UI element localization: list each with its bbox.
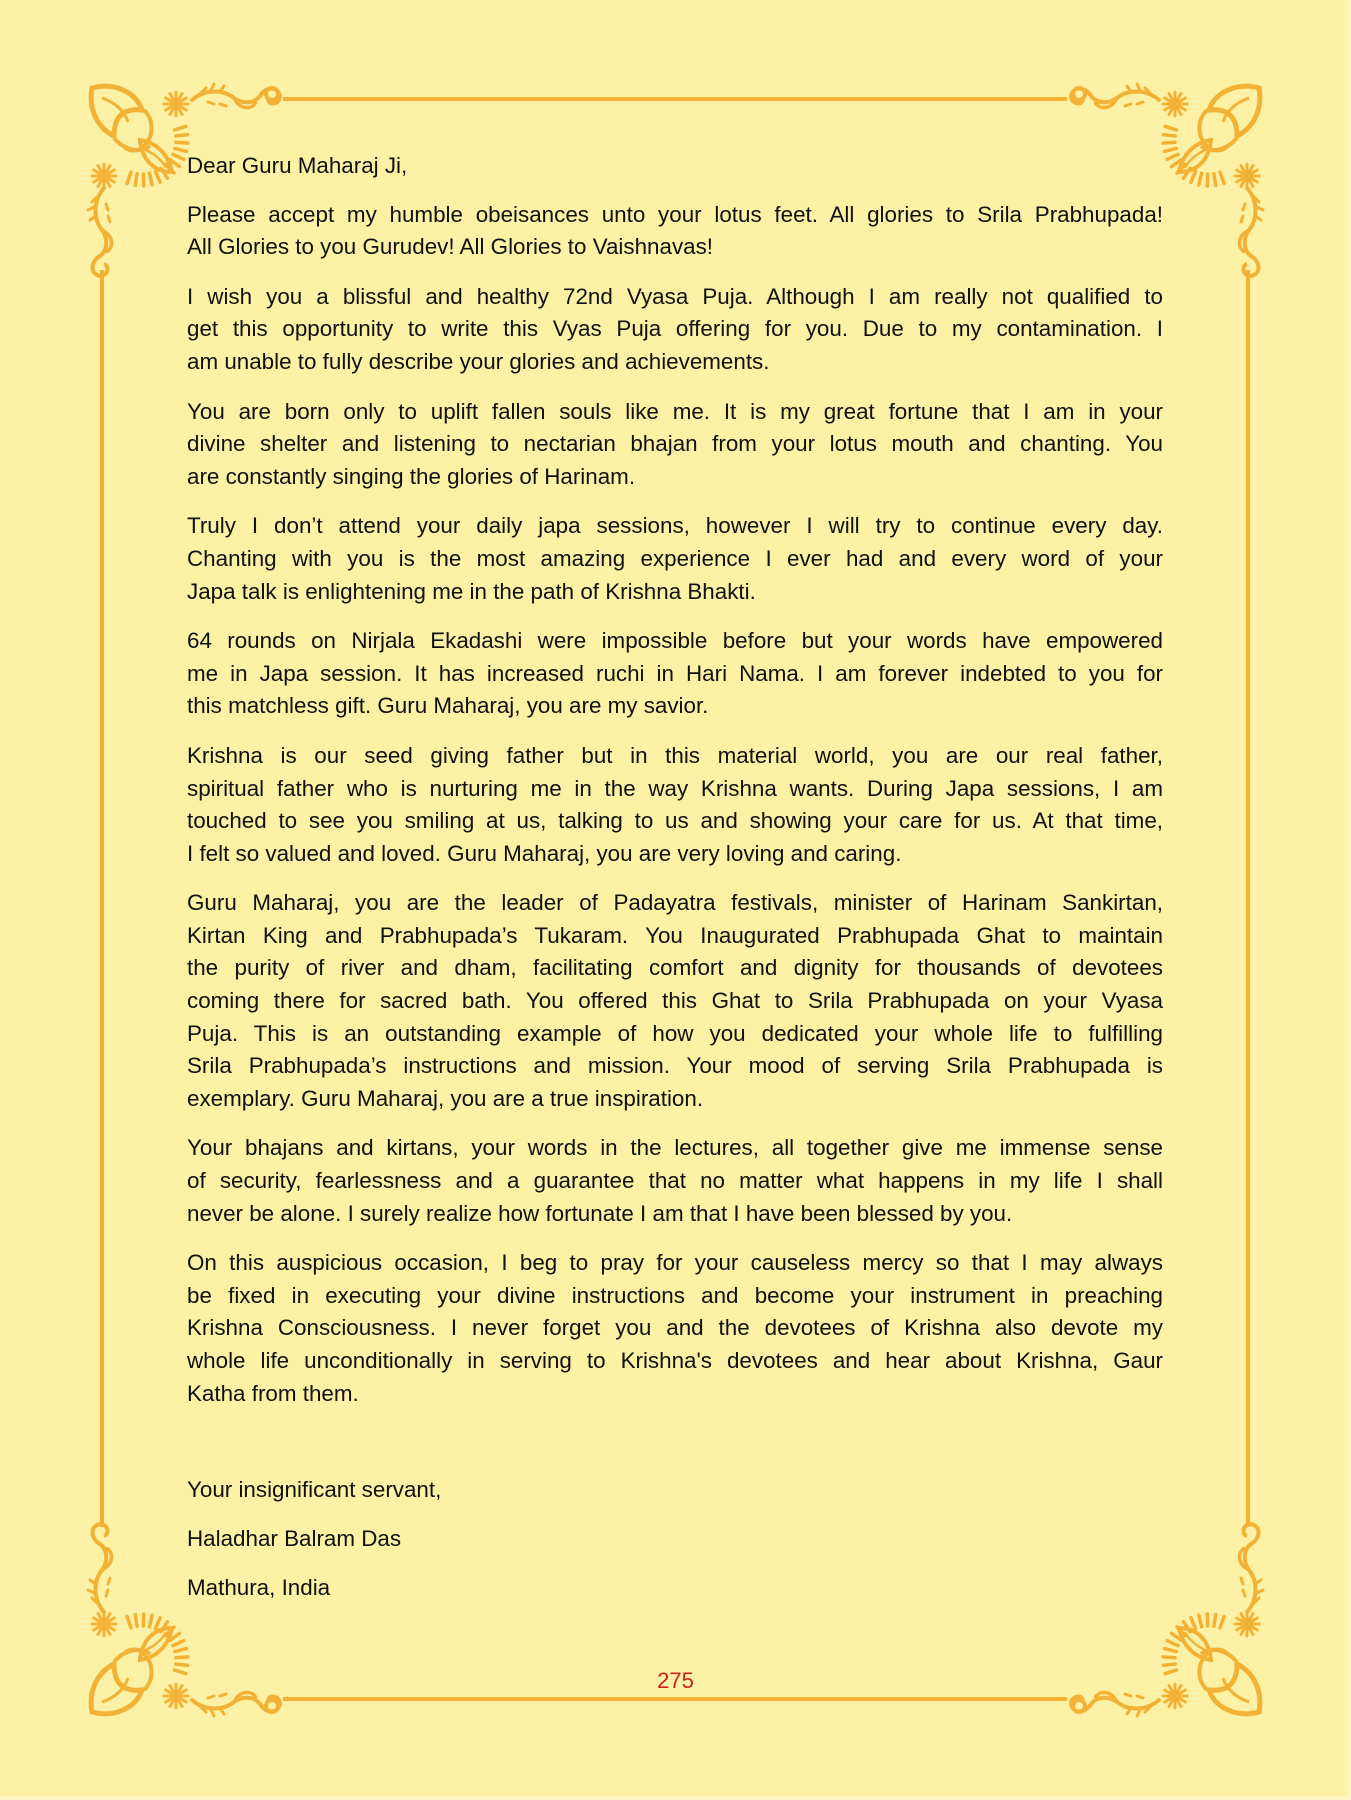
paragraph-line: Katha from them. [187, 1380, 359, 1406]
page-edge-right [1347, 0, 1351, 1800]
paragraph-line: Please accept my humble obeisances unto your lotus feet. All glories to Srila Prabhupada! [187, 201, 1163, 227]
paragraph [187, 510, 1163, 608]
border-line-left [100, 270, 104, 1527]
paragraph-line: Krishna Consciousness. I never forget you and the devotees of Krishna also devote my [187, 1315, 1163, 1341]
signature-name: Haladhar Balram Das [187, 1526, 402, 1551]
paragraph-line: On this auspicious occasion, I beg to pray for your causeless mercy so that I may always [187, 1250, 1163, 1276]
paragraph [187, 281, 1163, 379]
letter-body [187, 150, 1163, 1427]
paragraph-line: spiritual father who is nurturing me in the way Krishna wants. During Japa sessions, I am [187, 775, 1163, 801]
paragraph-line: Truly I don’t attend your daily japa sessions, however I will try to continue every day. [187, 513, 1163, 539]
paragraph-line: get this opportunity to write this Vyas Puja offering for you. Due to my contamination. I [187, 316, 1163, 342]
paragraph-line: I felt so valued and loved. Guru Maharaj, you are very loving and caring. [187, 840, 902, 866]
border-line-top [283, 97, 1067, 101]
paragraph-line: 64 rounds on Nirjala Ekadashi were impossible before but your words have empowered [187, 628, 1163, 654]
paragraph [187, 1132, 1163, 1230]
paragraph-line: You are born only to uplift fallen souls like me. It is my great fortune that I am in your [187, 398, 1163, 424]
paragraph-line: am unable to fully describe your glories and achievements. [187, 348, 770, 374]
paragraph [187, 199, 1163, 264]
paragraph-line: touched to see you smiling at us, talking to us and showing your care for us. At that time, [187, 808, 1163, 834]
paragraph-line: Kirtan King and Prabhupada’s Tukaram. You Inaugurated Prabhupada Ghat to maintain [187, 922, 1163, 948]
salutation: Dear Guru Maharaj Ji, [187, 153, 408, 178]
paragraph-line: are constantly singing the glories of Harinam. [187, 463, 636, 489]
paragraph [187, 887, 1163, 1115]
paragraph-line: this matchless gift. Guru Maharaj, you are my savior. [187, 693, 709, 719]
signature-block [187, 1474, 441, 1621]
paragraph [187, 740, 1163, 870]
paragraph [187, 396, 1163, 494]
paragraph-line: be fixed in executing your divine instructions and become your instrument in preaching [187, 1282, 1163, 1308]
signature-location: Mathura, India [187, 1575, 331, 1600]
border-line-bottom [283, 1697, 1067, 1701]
paragraph-line: Krishna is our seed giving father but in this material world, you are our real father, [187, 742, 1163, 768]
paragraph-line: exemplary. Guru Maharaj, you are a true inspiration. [187, 1085, 704, 1111]
paragraph-line: Your bhajans and kirtans, your words in the lectures, all together give me immense sense [187, 1135, 1163, 1161]
page-number: 275 [657, 1668, 694, 1693]
paragraph-line: me in Japa session. It has increased ruchi in Hari Nama. I am forever indebted to you for [187, 660, 1163, 686]
paragraph-line: coming there for sacred bath. You offered this Ghat to Srila Prabhupada on your Vyasa [187, 988, 1163, 1014]
paragraph [187, 1247, 1163, 1410]
paragraph-line: Guru Maharaj, you are the leader of Padayatra festivals, minister of Harinam Sankirtan, [187, 890, 1163, 916]
paragraph-line: never be alone. I surely realize how fortunate I am that I have been blessed by you. [187, 1200, 1013, 1226]
paragraph-line: divine shelter and listening to nectarian bhajan from your lotus mouth and chanting. You [187, 431, 1163, 457]
border-line-right [1246, 270, 1250, 1527]
paragraph-line: All Glories to you Gurudev! All Glories to Vaishnavas! [187, 234, 714, 260]
page-edge-bottom [0, 1796, 1351, 1800]
paragraph-line: Srila Prabhupada’s instructions and mission. Your mood of serving Srila Prabhupada is [187, 1053, 1163, 1079]
paragraph-line: the purity of river and dham, facilitating comfort and dignity for thousands of devotees [187, 955, 1163, 981]
paragraphs [187, 199, 1163, 1411]
paragraph-line: Japa talk is enlightening me in the path of Krishna Bhakti. [187, 578, 756, 604]
paragraph-line: Chanting with you is the most amazing experience I ever had and every word of your [187, 545, 1163, 571]
paragraph [187, 625, 1163, 723]
paragraph-line: whole life unconditionally in serving to Krishna's devotees and hear about Krishna, Gaur [187, 1348, 1163, 1373]
paragraph-line: of security, fearlessness and a guarantee that no matter what happens in my life I shall [187, 1168, 1163, 1194]
paragraph-line: I wish you a blissful and healthy 72nd Vyasa Puja. Although I am really not qualified to [187, 283, 1163, 309]
paragraph-line: Puja. This is an outstanding example of how you dedicated your whole life to fulfilling [187, 1020, 1163, 1046]
closing-line: Your insignificant servant, [187, 1477, 442, 1502]
